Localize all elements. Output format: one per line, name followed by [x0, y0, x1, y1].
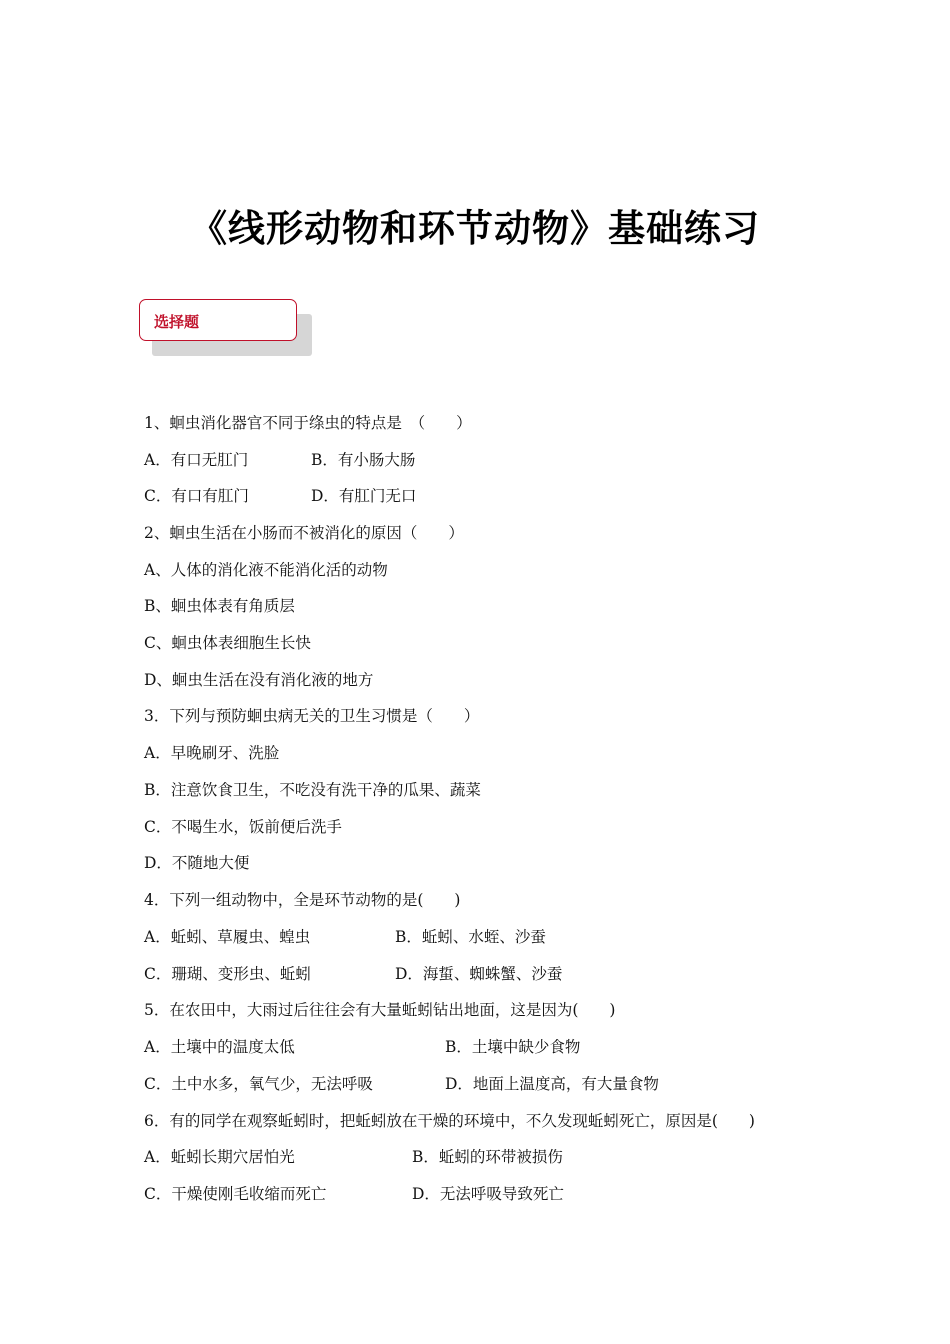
question-5-option-a: A．土壤中的温度太低 [144, 1038, 295, 1056]
question-2-option-c: C、蛔虫体表细胞生长快 [144, 634, 311, 652]
question-3-option-a: A．早晚刷牙、洗脸 [144, 744, 280, 762]
question-2-stem: 2、蛔虫生活在小肠而不被消化的原因（ ） [144, 524, 464, 542]
question-3-stem: 3．下列与预防蛔虫病无关的卫生习惯是（ ） [144, 707, 480, 725]
question-2-option-b: B、蛔虫体表有角质层 [144, 597, 295, 615]
section-header [139, 299, 297, 341]
question-1-option-b: B．有小肠大肠 [311, 451, 416, 469]
question-6-option-b: B．蚯蚓的环带被损伤 [412, 1148, 563, 1166]
question-5-option-c: C．土中水多，氧气少，无法呼吸 [144, 1075, 373, 1093]
question-3-option-d: D．不随地大便 [144, 854, 250, 872]
question-4-option-a: A．蚯蚓、草履虫、蝗虫 [144, 928, 311, 946]
question-6-option-d: D．无法呼吸导致死亡 [412, 1185, 564, 1203]
question-5-option-d: D．地面上温度高，有大量食物 [445, 1075, 659, 1093]
question-4-option-b: B．蚯蚓、水蛭、沙蚕 [395, 928, 546, 946]
question-1-stem: 1、蛔虫消化器官不同于绦虫的特点是 （ ） [144, 414, 472, 432]
question-5-stem: 5．在农田中，大雨过后往往会有大量蚯蚓钻出地面，这是因为( ) [144, 1001, 616, 1019]
question-1-option-c: C．有口有肛门 [144, 487, 249, 505]
question-4-option-c: C．珊瑚、变形虫、蚯蚓 [144, 965, 311, 983]
question-2-option-a: A、人体的消化液不能消化活的动物 [144, 561, 388, 579]
question-1-option-a: A．有口无肛门 [144, 451, 249, 469]
question-6-option-c: C．干燥使刚毛收缩而死亡 [144, 1185, 327, 1203]
section-header-label: 选择题 [154, 313, 200, 331]
document-title: 《线形动物和环节动物》基础练习 [190, 207, 760, 250]
question-3-option-b: B．注意饮食卫生，不吃没有洗干净的瓜果、蔬菜 [144, 781, 481, 799]
question-2-option-d: D、蛔虫生活在没有消化液的地方 [144, 671, 374, 689]
question-6-option-a: A．蚯蚓长期穴居怕光 [144, 1148, 295, 1166]
question-4-stem: 4．下列一组动物中，全是环节动物的是( ) [144, 891, 461, 909]
question-4-option-d: D．海蜇、蜘蛛蟹、沙蚕 [395, 965, 563, 983]
question-3-option-c: C．不喝生水，饭前便后洗手 [144, 818, 342, 836]
question-6-stem: 6．有的同学在观察蚯蚓时，把蚯蚓放在干燥的环境中，不久发现蚯蚓死亡，原因是( ) [144, 1112, 755, 1130]
question-5-option-b: B．土壤中缺少食物 [445, 1038, 581, 1056]
question-1-option-d: D．有肛门无口 [311, 487, 417, 505]
